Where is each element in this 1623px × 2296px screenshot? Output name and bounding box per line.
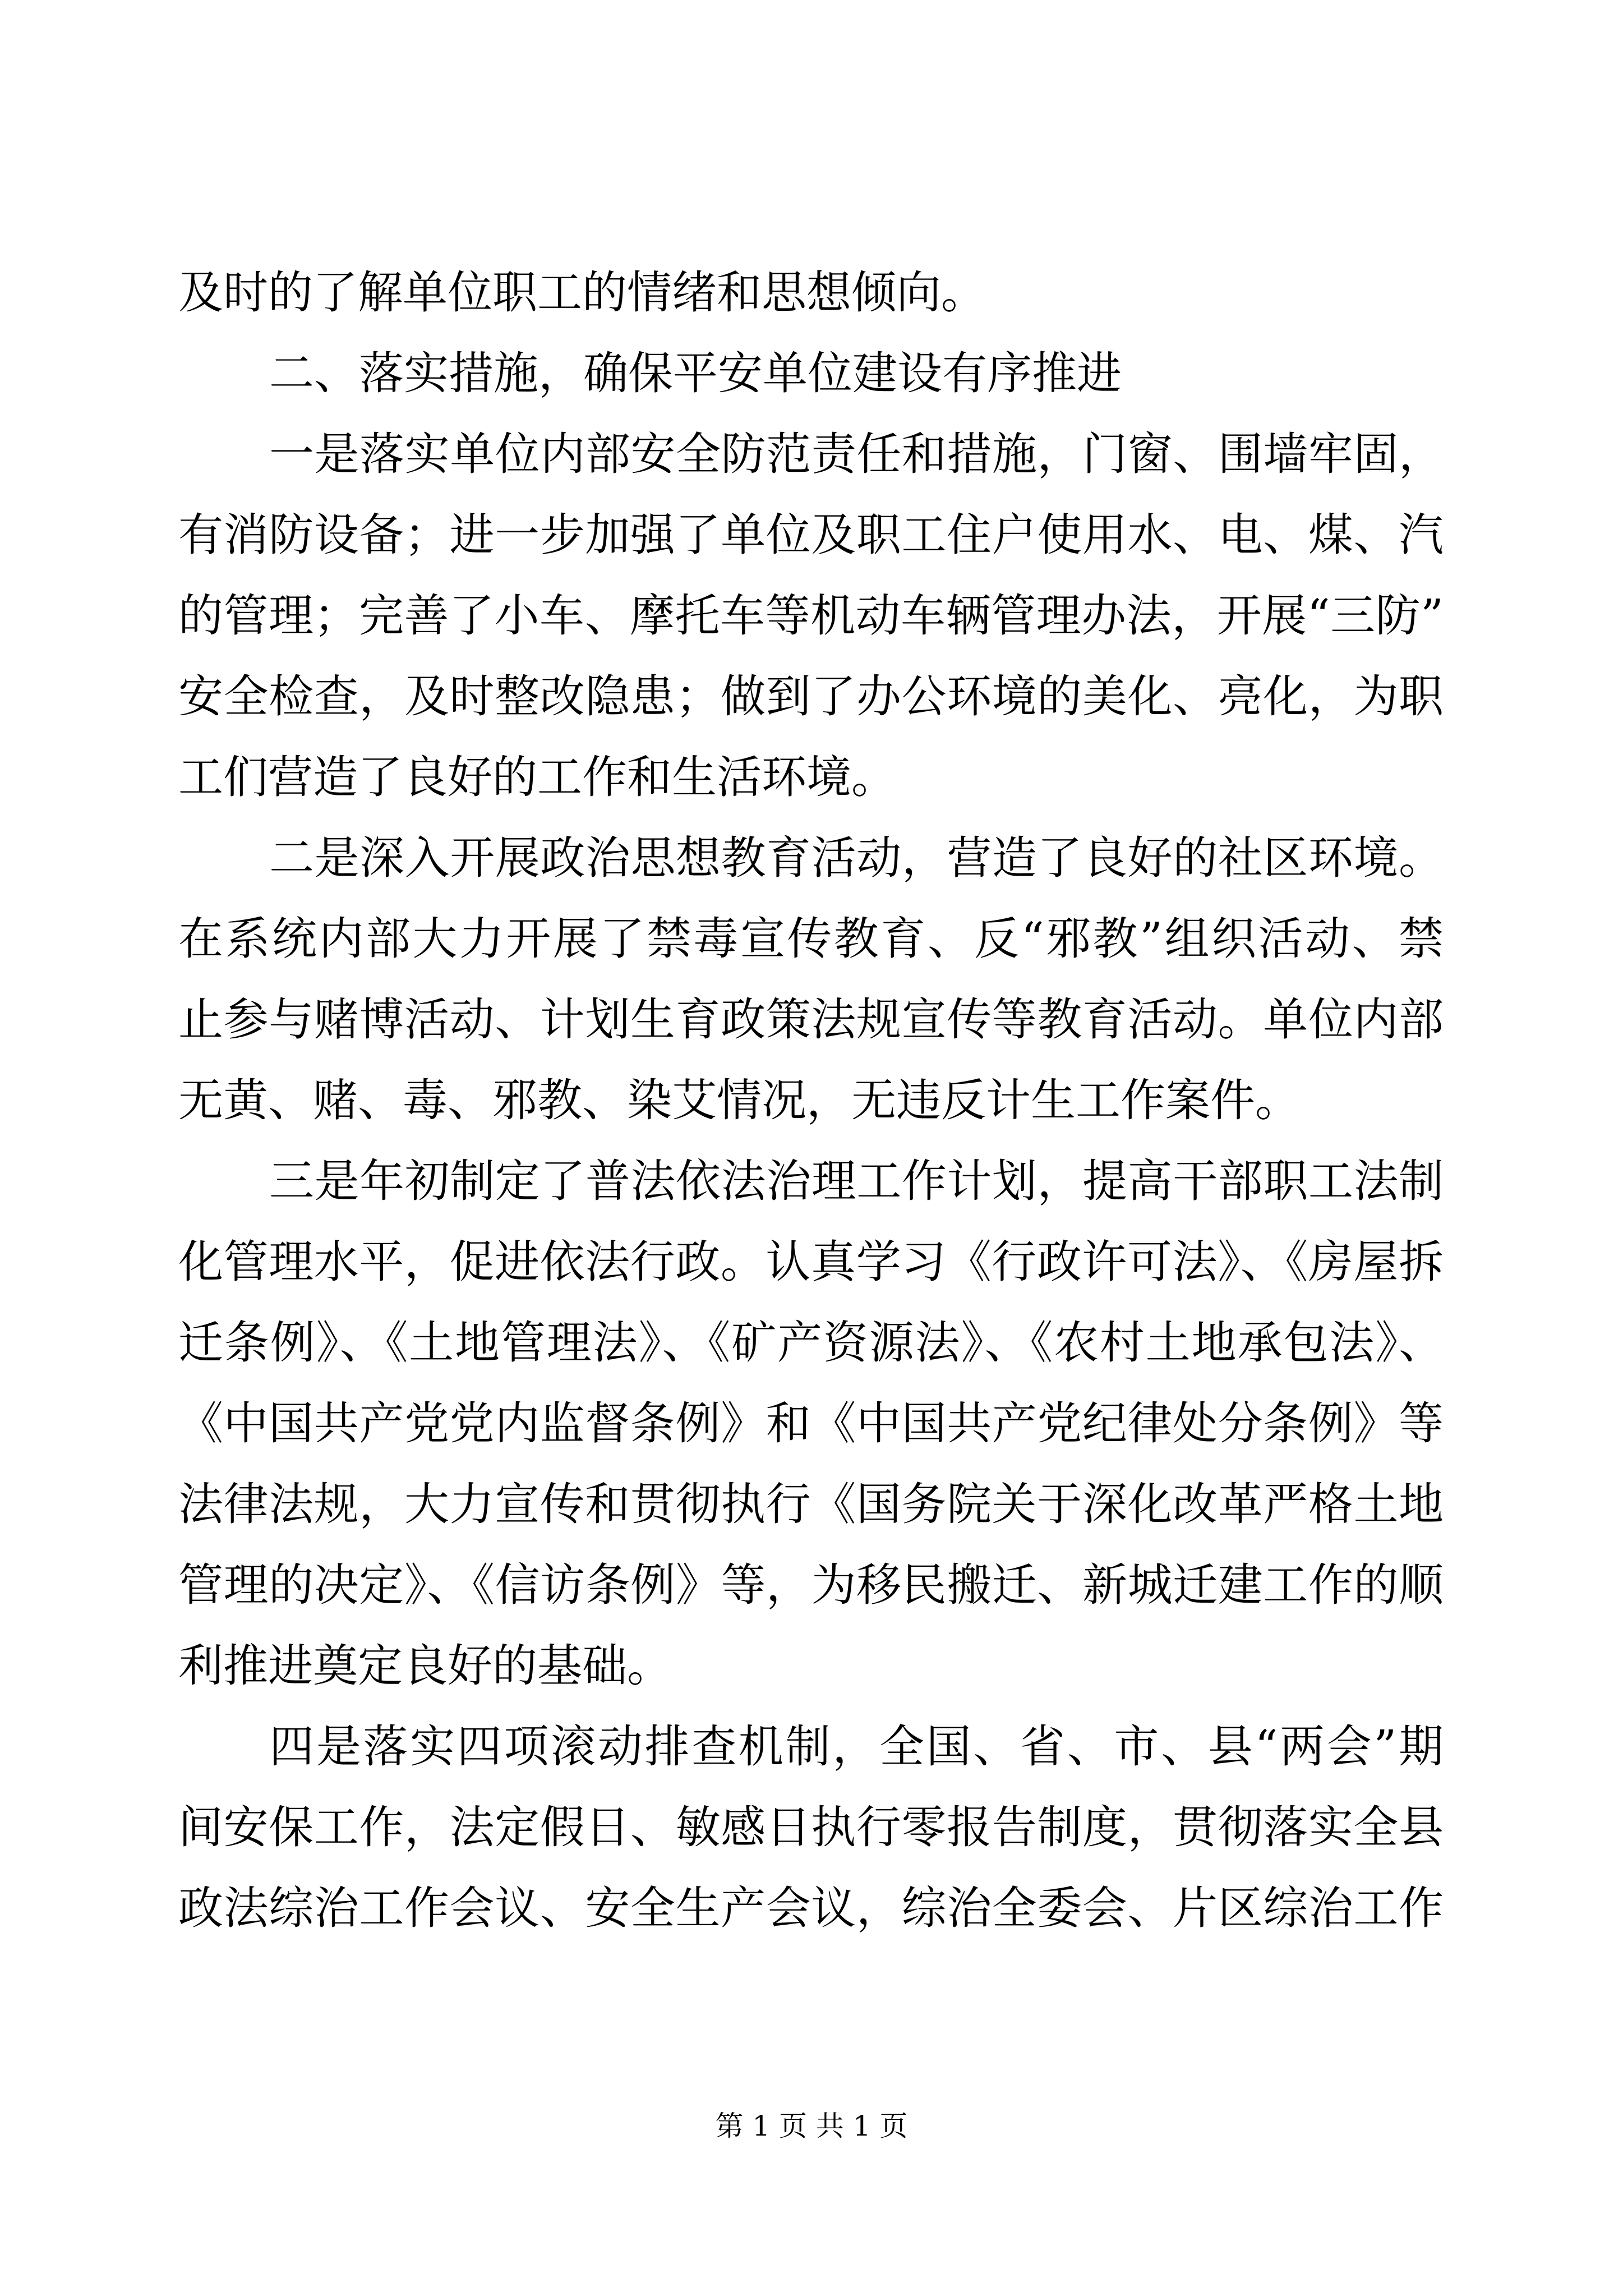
text-line: 法律法规，大力宣传和贯彻执行《国务院关于深化改革严格土地: [178, 1478, 1444, 1530]
text-line: 化管理水平，促进依法行政。认真学习《行政许可法》、《房屋拆: [178, 1236, 1444, 1288]
text-line: 利推进奠定良好的基础。: [178, 1640, 672, 1692]
text-line: 间安保工作，法定假日、敏感日执行零报告制度，贯彻落实全县: [178, 1801, 1444, 1853]
text-line: 三是年初制定了普法依法治理工作计划，提高干部职工法制: [269, 1155, 1444, 1207]
text-line: 有消防设备；进一步加强了单位及职工住户使用水、电、煤、汽: [178, 509, 1444, 561]
text-line: 《中国共产党党内监督条例》和《中国共产党纪律处分条例》等: [178, 1397, 1444, 1450]
text-line: 管理的决定》、《信访条例》等，为移民搬迁、新城迁建工作的顺: [178, 1559, 1444, 1611]
text-line: 在系统内部大力开展了禁毒宣传教育、反“邪教”组织活动、禁: [178, 913, 1444, 965]
text-line: 一是落实单位内部安全防范责任和措施，门窗、围墙牢固，: [269, 428, 1444, 480]
text-line: 无黄、赌、毒、邪教、染艾情况，无违反计生工作案件。: [178, 1074, 1300, 1126]
text-line: 二是深入开展政治思想教育活动，营造了良好的社区环境。: [269, 832, 1444, 884]
text-line: 四是落实四项滚动排查机制，全国、省、市、县“两会”期: [269, 1720, 1444, 1773]
body-text: [178, 252, 1444, 1949]
page-number-label: 第 1 页 共 1 页: [715, 2110, 908, 2142]
text-line: 的管理；完善了小车、摩托车等机动车辆管理办法，开展“三防”: [178, 590, 1444, 642]
text-line: 迁条例》、《土地管理法》、《矿产资源法》、《农村土地承包法》、: [178, 1317, 1444, 1369]
text-line: 政法综治工作会议、安全生产会议，综治全委会、片区综治工作: [178, 1882, 1444, 1934]
text-line: 安全检查，及时整改隐患；做到了办公环境的美化、亮化，为职: [178, 670, 1444, 723]
text-line: 工们营造了良好的工作和生活环境。: [178, 751, 896, 803]
text-line: 及时的了解单位职工的情绪和思想倾向。: [178, 266, 986, 319]
text-line: 止参与赌博活动、计划生育政策法规宣传等教育活动。单位内部: [178, 993, 1444, 1046]
section-heading: 二、落实措施，确保平安单位建设有序推进: [269, 347, 1122, 399]
page-footer: [0, 2106, 1623, 2146]
